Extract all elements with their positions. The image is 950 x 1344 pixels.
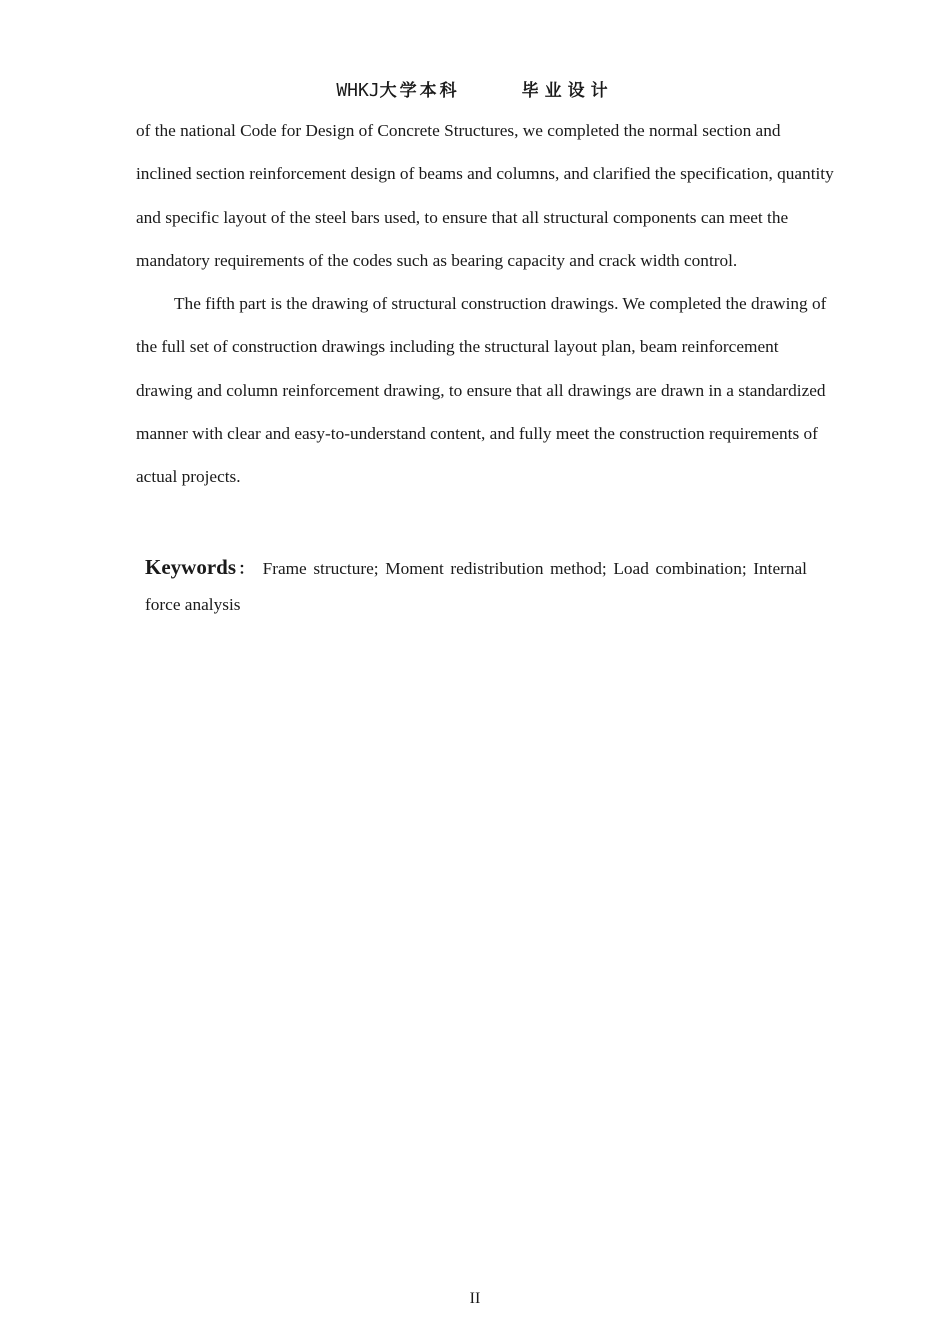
keywords-section xyxy=(145,550,807,622)
body-paragraph: of the national Code for Design of Concrete Structures, we completed the normal section and inclined section reinforcement design of beams and columns, and clarified the specification, quantity and specific layout of the steel bars used, to ensure that all structural components can meet the mandatory requirements of the codes such as bearing capacity and crack width control. xyxy=(136,121,834,270)
keywords-text: Frame structure; Moment redistribution method; Load combination; Internal force analysis xyxy=(145,559,807,614)
page-header xyxy=(0,78,950,104)
header-school: WHKJ xyxy=(336,80,380,101)
abstract-body xyxy=(136,109,836,499)
header-degree-label: 大学本科 xyxy=(379,81,460,101)
header-thesis-label: 毕业设计 xyxy=(521,81,614,101)
keywords-label: Keywords xyxy=(145,555,236,579)
page-number: II xyxy=(469,1290,481,1307)
body-paragraph: The fifth part is the drawing of structural construction drawings. We completed the drawing of the full set of construction drawings including the structural layout plan, beam reinforcement drawing and column reinforcement drawing, to ensure that all drawings are drawn in a standardized manner with clear and easy-to-understand content, and fully meet the construction requirements of actual projects. xyxy=(136,294,827,487)
keywords-separator: ： xyxy=(236,561,257,578)
